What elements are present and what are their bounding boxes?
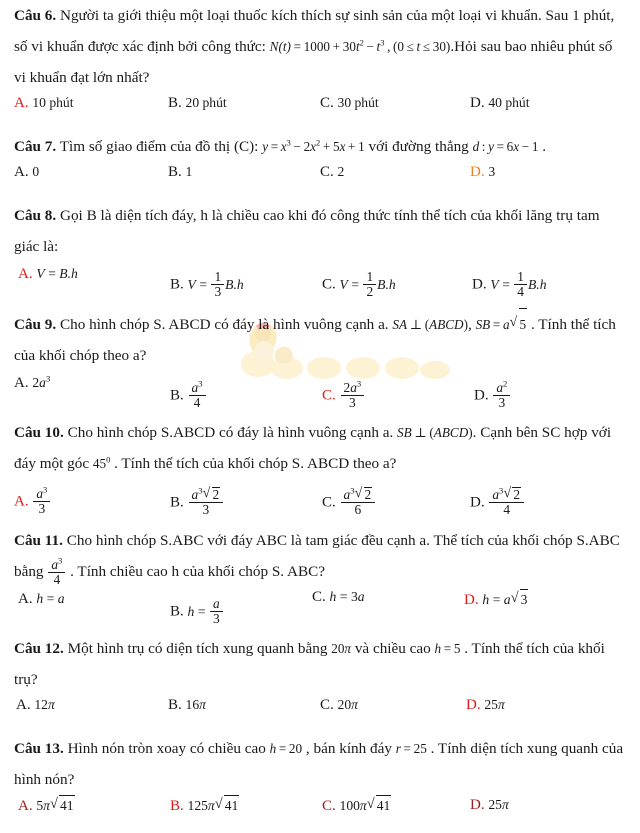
option-value: V = $\frac{1}{3}$ B.h	[187, 269, 244, 299]
answers-cau9	[0, 371, 640, 417]
option-label: A.	[16, 697, 31, 713]
option-value: V = $\frac{1}{4}$ B.h	[490, 269, 547, 299]
question-body-mid: với đường thẳng	[368, 138, 469, 155]
option-value: 40 phút	[488, 95, 530, 110]
option-value: V = $\frac{1}{2}$ B.h	[339, 269, 396, 299]
option-label: C.	[312, 589, 326, 605]
option-label: C.	[320, 95, 334, 111]
question-body: Cho hình chóp S. ABCD có đáy là hình vuông cạnh a.	[60, 316, 389, 333]
option-label: A.	[14, 375, 29, 391]
option-value: 125π √ 41	[188, 798, 240, 813]
option-a[interactable]	[18, 264, 78, 284]
question-formula: $y = x^3 - 2x^2 + 5x + 1$	[262, 137, 365, 154]
option-value: 20 phút	[185, 95, 227, 110]
option-d[interactable]	[472, 270, 547, 298]
question-formula: 20π	[331, 641, 352, 656]
option-label: A.	[14, 95, 29, 111]
question-text: Câu 6. Người ta giới thiệu một loại thuốc kích thích sự sinh sản của một loại vi khuẩn. Sau 1 phút, số vi khuẩn được xác định bởi công thức: $N(t) = 1000 + 30t^2 - t^3$ , (0 ≤ t ≤ 30).Hỏi sau bao nhiêu phút số vi khuẩn đạt lớn nhất?	[14, 7, 615, 86]
question-label: Câu 8.	[14, 207, 57, 224]
option-label: C.	[322, 387, 336, 404]
option-label: B.	[168, 95, 182, 111]
option-label: B.	[170, 276, 184, 293]
option-c[interactable]	[322, 378, 365, 410]
option-value: $\frac{a^3 √ 2}{4}$	[488, 495, 525, 510]
option-label: A.	[14, 164, 29, 180]
question-formula-2: d : y = 6x − 1	[472, 139, 539, 154]
option-c[interactable]	[320, 695, 358, 715]
question-formula-2: r = 25	[395, 741, 427, 756]
option-label: A.	[18, 266, 33, 282]
question-cau9	[0, 308, 640, 371]
question-label: Câu 7.	[14, 138, 57, 155]
option-label: B.	[170, 798, 184, 814]
question-body-after: . Tính thể tích của khối chóp theo a?	[14, 316, 616, 364]
question-label: Câu 10.	[14, 424, 64, 441]
question-body-after: .	[542, 138, 547, 155]
option-a[interactable]	[14, 93, 74, 113]
option-value: 25π	[488, 797, 509, 812]
question-body-after: . Tính thể tích của khối chóp S. ABCD theo a?	[114, 455, 397, 472]
option-b[interactable]	[168, 162, 192, 182]
question-body-after: . Tính chiều cao h của khối chóp S. ABC?	[70, 563, 326, 580]
question-formula-2: $45^0$	[92, 454, 111, 471]
question-text	[14, 733, 626, 795]
question-cau8	[0, 200, 640, 262]
option-b[interactable]	[170, 270, 244, 298]
question-body: Người ta giới thiệu một loại thuốc kích thích sự sinh sản của một loại vi khuẩn. Sau 1 phút, số vi khuẩn được xác định bởi công thức:	[14, 7, 615, 55]
option-value: h = a	[36, 591, 65, 606]
option-d[interactable]	[464, 589, 528, 610]
option-value: 16π	[185, 697, 206, 712]
question-body-mid: ,	[467, 316, 472, 333]
question-cau11	[0, 525, 640, 587]
option-label: C.	[322, 494, 336, 511]
option-b[interactable]	[170, 597, 224, 625]
answers-cau8	[0, 262, 640, 308]
option-value: h = $\frac{a}{3}$	[188, 604, 224, 619]
option-value: 1	[185, 164, 193, 179]
option-value: 30 phút	[337, 95, 379, 110]
option-label: D.	[474, 387, 489, 404]
option-label: D.	[466, 697, 481, 713]
question-text	[14, 525, 626, 587]
option-label: B.	[170, 387, 184, 404]
option-d[interactable]	[470, 93, 530, 113]
question-label: Câu 12.	[14, 640, 64, 657]
option-b[interactable]	[170, 795, 239, 816]
option-value: 20π	[337, 697, 358, 712]
option-value: 10 phút	[32, 95, 74, 110]
question-body: Cho hình chóp S.ABCD có đáy là hình vuông cạnh a.	[67, 424, 394, 441]
option-value: $\frac{2a^3}{3}$	[340, 388, 366, 403]
question-label: Câu 11.	[14, 532, 63, 549]
option-value: $2a^3$	[32, 373, 51, 390]
answers-cau11	[0, 587, 640, 633]
question-domain: (0 ≤ t ≤ 30)	[393, 39, 451, 54]
question-text	[14, 131, 626, 162]
option-label: B.	[168, 164, 182, 180]
option-label: C.	[320, 164, 334, 180]
option-value: h = 3a	[329, 589, 365, 604]
question-text	[14, 417, 626, 479]
option-c[interactable]	[312, 587, 365, 607]
answers-cau10	[0, 479, 640, 525]
question-formula: h = 20	[269, 741, 303, 756]
option-value: 12π	[34, 697, 55, 712]
question-formula: SB ⊥ (ABCD)	[397, 425, 473, 440]
question-label: Câu 9.	[14, 316, 57, 333]
option-a[interactable]	[18, 589, 65, 609]
question-body: Hình nón tròn xoay có chiều cao	[67, 740, 266, 757]
option-label: A.	[18, 798, 33, 814]
answers-cau6	[0, 93, 640, 131]
question-body-after: .Hỏi sau bao nhiêu phút số vi khuẩn đạt lớn nhất?	[14, 38, 613, 86]
question-text	[14, 633, 626, 695]
option-value: $\frac{a^3}{3}$	[32, 494, 51, 509]
option-label: D.	[470, 164, 485, 180]
question-body-mid: . Cạnh bên SC hợp với đáy một góc	[14, 424, 612, 472]
option-value: 0	[32, 164, 40, 179]
option-value: V = B.h	[36, 266, 78, 281]
question-text	[14, 200, 626, 262]
question-body-after: . Tính thể tích của khối trụ?	[14, 640, 605, 688]
question-label: Câu 13.	[14, 740, 64, 757]
option-label: D.	[470, 95, 485, 111]
option-d[interactable]	[474, 378, 511, 410]
option-label: D.	[464, 592, 479, 608]
option-label: D.	[470, 797, 485, 813]
option-b[interactable]	[168, 695, 206, 715]
answers-cau12	[0, 695, 640, 733]
question-formula-2: SB = a √ 5	[476, 317, 528, 332]
option-d[interactable]	[470, 795, 509, 815]
answers-cau7	[0, 162, 640, 200]
option-value: 5π √ 41	[36, 798, 74, 813]
option-b[interactable]	[168, 93, 227, 113]
option-label: B.	[170, 603, 184, 620]
question-cau6	[0, 0, 640, 93]
question-formula: $N(t) = 1000 + 30t^2 - t^3$	[269, 37, 385, 54]
question-body-after: . Tính diện tích xung quanh của hình nón?	[14, 740, 624, 788]
question-text	[14, 308, 626, 371]
option-label: D.	[472, 276, 487, 293]
answers-cau13	[0, 795, 640, 833]
option-b[interactable]	[170, 378, 207, 410]
option-label: A.	[18, 591, 33, 607]
question-label: Câu 6.	[14, 7, 57, 24]
option-value: h = a √ 3	[482, 592, 528, 607]
option-label: C.	[322, 798, 336, 814]
option-b[interactable]	[170, 487, 224, 516]
option-label: C.	[322, 276, 336, 293]
question-body-mid: và chiều cao	[354, 640, 431, 657]
option-value: 100π √ 41	[340, 798, 392, 813]
option-label: D.	[470, 494, 485, 511]
option-d[interactable]	[470, 162, 495, 182]
option-value: $\frac{a^3 √ 2}{6}$	[340, 495, 377, 510]
option-value: $\frac{a^2}{3}$	[492, 388, 511, 403]
option-c[interactable]	[322, 270, 396, 298]
option-c[interactable]	[322, 487, 376, 516]
option-label: B.	[168, 697, 182, 713]
option-label: B.	[170, 494, 184, 511]
question-body: Tìm số giao điểm của đồ thị (C):	[59, 138, 259, 155]
option-value: 25π	[484, 697, 505, 712]
option-value: $\frac{a^3}{4}$	[188, 388, 207, 403]
question-cau10	[0, 417, 640, 479]
option-a[interactable]	[18, 795, 75, 816]
option-a[interactable]	[14, 162, 39, 182]
question-body: Gọi B là diện tích đáy, h là chiều cao khi đó công thức tính thể tích của khối lăng trụ tam giác là:	[14, 207, 600, 255]
option-a[interactable]	[14, 373, 50, 393]
option-value: 3	[488, 164, 496, 179]
option-d[interactable]	[470, 487, 525, 516]
question-cau12	[0, 633, 640, 695]
question-body: Một hình trụ có diện tích xung quanh bằng	[67, 640, 328, 657]
option-value: 2	[337, 164, 345, 179]
question-formula: $\frac{a^3}{4}$	[47, 563, 66, 580]
option-label: A.	[14, 493, 29, 510]
question-cau13	[0, 733, 640, 795]
option-c[interactable]	[320, 93, 379, 113]
option-d[interactable]	[466, 695, 505, 715]
option-c[interactable]	[322, 795, 391, 816]
option-c[interactable]	[320, 162, 344, 182]
option-value: $\frac{a^3 √ 2}{3}$	[188, 495, 225, 510]
option-a[interactable]	[16, 695, 55, 715]
option-a[interactable]	[14, 484, 51, 516]
question-formula-2: h = 5	[434, 641, 461, 656]
question-body: Cho hình chóp S.ABC với đáy ABC là tam giác đều cạnh a. Thể tích của khối chóp S.ABC bằng	[14, 532, 620, 580]
question-body-mid: , bán kính đáy	[305, 740, 392, 757]
question-cau7	[0, 131, 640, 162]
option-label: C.	[320, 697, 334, 713]
question-formula: SA ⊥ (ABCD)	[392, 317, 468, 332]
